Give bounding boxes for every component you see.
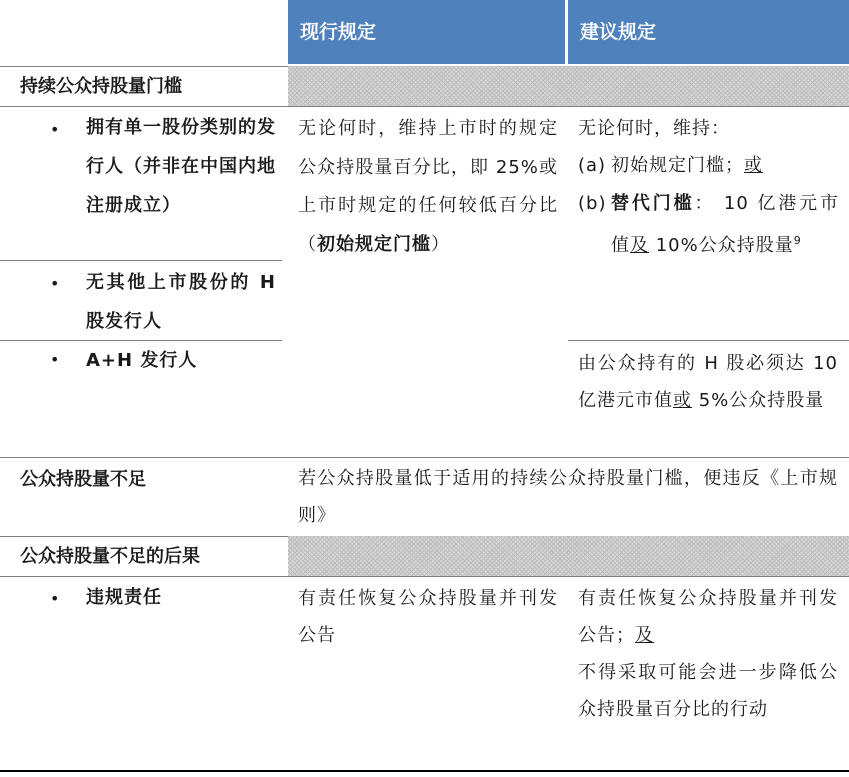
consequence-and: 及: [635, 625, 654, 646]
proposed-rule-intro: 无论何时，维持：: [578, 118, 730, 139]
hatched-band: [288, 536, 849, 576]
item-h-share-issuer: 无其他上市股份的 H 股发行人: [86, 272, 276, 332]
hatched-band: [288, 66, 849, 106]
a-h-text-2: 5%公众持股量: [692, 390, 825, 411]
initial-threshold-term: 初始规定门槛: [317, 233, 431, 255]
option-a-or: 或: [744, 155, 763, 176]
option-a-text: 初始规定门槛；: [611, 155, 744, 176]
current-rule-ongoing-threshold: [298, 110, 558, 264]
insufficient-rule-text: 若公众持股量低于适用的持续公众持股量门槛，便违反《上市规则》: [298, 468, 838, 526]
current-rule-consequence: 有责任恢复公众持股量并刊发公告: [298, 588, 558, 646]
bullet-icon: •: [50, 589, 60, 608]
option-b-text-2: 10%公众持股量: [649, 235, 794, 256]
section-title-insufficient: 公众持股量不足: [20, 469, 146, 490]
footnote-marker: 9: [793, 234, 802, 247]
section-title-ongoing-threshold: 持续公众持股量门槛: [20, 76, 182, 97]
item-single-share-class-issuer: 拥有单一股份类别的发行人（并非在中国内地注册成立）: [86, 117, 276, 216]
proposed-rule-a-h: [578, 345, 838, 419]
current-rule-text: 无论何时，维持上市时的规定公众持股量百分比，即 25%或上市时规定的任何较低百分比（: [298, 118, 558, 255]
proposed-option-a-label: (a): [578, 155, 607, 176]
bullet-icon: •: [50, 274, 60, 293]
divider: [0, 260, 282, 261]
section-title-consequences: 公众持股量不足的后果: [20, 546, 200, 567]
a-h-or: 或: [673, 390, 692, 411]
option-b-and: 及: [630, 235, 649, 256]
proposed-option-a: [611, 147, 839, 184]
header-current-rules: 现行规定: [288, 0, 565, 64]
item-a-h-issuer: A+H 发行人: [86, 350, 198, 371]
option-b-text: ： 10 亿港元市值: [611, 193, 840, 256]
proposed-option-b-label: (b): [578, 193, 607, 214]
proposed-option-b: [611, 185, 839, 264]
divider: [0, 457, 849, 458]
consequence-text: 有责任恢复公众持股量并刊发公告；: [578, 588, 838, 646]
a-h-text: 由公众持有的 H 股必须达 10 亿港元市值: [578, 353, 838, 411]
current-rule-text-end: ）: [431, 233, 450, 255]
divider: [0, 576, 849, 577]
divider: [568, 340, 849, 341]
bullet-icon: •: [50, 350, 60, 369]
table-bottom-border: [0, 770, 849, 772]
divider: [0, 106, 849, 107]
header-proposed-rules: 建议规定: [568, 0, 849, 64]
bullet-icon: •: [50, 120, 60, 139]
item-breach-liability: 违规责任: [86, 587, 162, 608]
proposed-rule-consequence: [578, 580, 838, 654]
proposed-rule-consequence-extra: 不得采取可能会进一步降低公众持股量百分比的行动: [578, 662, 838, 720]
alternative-threshold-term: 替代门槛: [611, 193, 695, 214]
